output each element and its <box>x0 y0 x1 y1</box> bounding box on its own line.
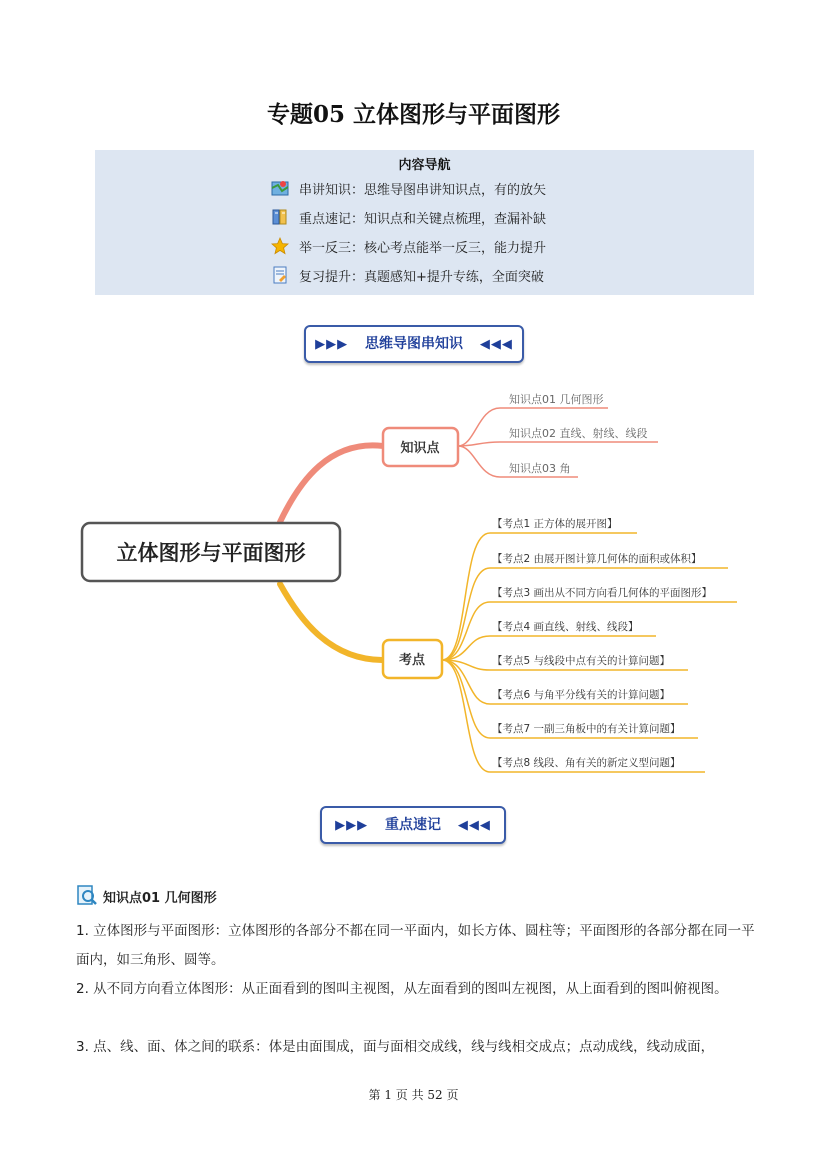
exam-item: 【考点3 画出从不同方向看几何体的平面图形】 <box>492 587 713 599</box>
content-navigation-box <box>95 150 754 295</box>
knowledge-connector <box>458 442 658 446</box>
arrows-left-icon: ◀◀◀ <box>479 337 513 352</box>
nav-heading: 内容导航 <box>398 158 451 173</box>
mindmap-root-label: 立体图形与平面图形 <box>116 541 306 565</box>
paragraph: 3. 点、线、面、体之间的联系：体是由面围成，面与面相交成线，线与线相交成点；点动成线，线动成面， <box>76 1039 715 1055</box>
exam-item: 【考点1 正方体的展开图】 <box>492 518 618 530</box>
banner-label: 重点速记 <box>385 817 441 833</box>
magnifier-document-icon <box>76 884 98 906</box>
exam-item: 【考点6 与角平分线有关的计算问题】 <box>492 689 671 701</box>
arrows-left-icon: ◀◀◀ <box>457 818 491 833</box>
page-title: 专题05 立体图形与平面图形 <box>266 101 560 128</box>
arrows-right-icon: ▶▶▶ <box>315 337 349 352</box>
keypoints-section-banner <box>320 806 506 844</box>
exam-item: 【考点2 由展开图计算几何体的面积或体积】 <box>492 553 702 565</box>
page-footer: 第 1 页 共 52 页 <box>368 1088 459 1102</box>
banner-label: 思维导图串知识 <box>365 336 463 352</box>
root-exam-connector <box>280 584 383 660</box>
exam-item: 【考点8 线段、角有关的新定义型问题】 <box>492 757 681 769</box>
section-heading-text: 知识点01 几何图形 <box>103 891 217 906</box>
exam-connector <box>442 660 705 772</box>
nav-item-text: 复习提升：真题感知+提升专练，全面突破 <box>299 270 544 285</box>
root-knowledge-connector <box>280 445 383 522</box>
nav-item-text: 举一反三：核心考点能举一反三，能力提升 <box>299 241 547 256</box>
nav-item-text: 串讲知识：思维导图串讲知识点，有的放矢 <box>299 183 547 198</box>
exam-item: 【考点5 与线段中点有关的计算问题】 <box>492 655 671 667</box>
nav-item-text: 重点速记：知识点和关键点梳理，查漏补缺 <box>299 212 547 227</box>
exam-branch-label: 考点 <box>398 653 426 668</box>
mindmap-section-banner <box>304 325 524 363</box>
star-icon <box>271 237 289 255</box>
paragraph: 1. 立体图形与平面图形：立体图形的各部分不都在同一平面内，如长方体、圆柱等；平面图形的各部分都在同一平面内，如三角形、圆等。 <box>76 923 755 968</box>
document-icon <box>271 266 289 284</box>
exam-item: 【考点4 画直线、射线、线段】 <box>492 621 639 633</box>
knowledge-item: 知识点01 几何图形 <box>509 393 604 406</box>
mind-map <box>0 370 827 790</box>
paragraph: 2. 从不同方向看立体图形：从正面看到的图叫主视图，从左面看到的图叫左视图，从上面看到的图叫俯视图。 <box>76 981 728 997</box>
knowledge-branch-label: 知识点 <box>400 441 440 456</box>
map-icon <box>271 179 289 197</box>
exam-connector <box>442 568 728 660</box>
arrows-right-icon: ▶▶▶ <box>335 818 369 833</box>
knowledge-item: 知识点02 直线、射线、线段 <box>509 427 648 440</box>
book-icon <box>271 208 289 226</box>
knowledge-item: 知识点03 角 <box>509 462 571 475</box>
exam-item: 【考点7 一副三角板中的有关计算问题】 <box>492 723 681 735</box>
